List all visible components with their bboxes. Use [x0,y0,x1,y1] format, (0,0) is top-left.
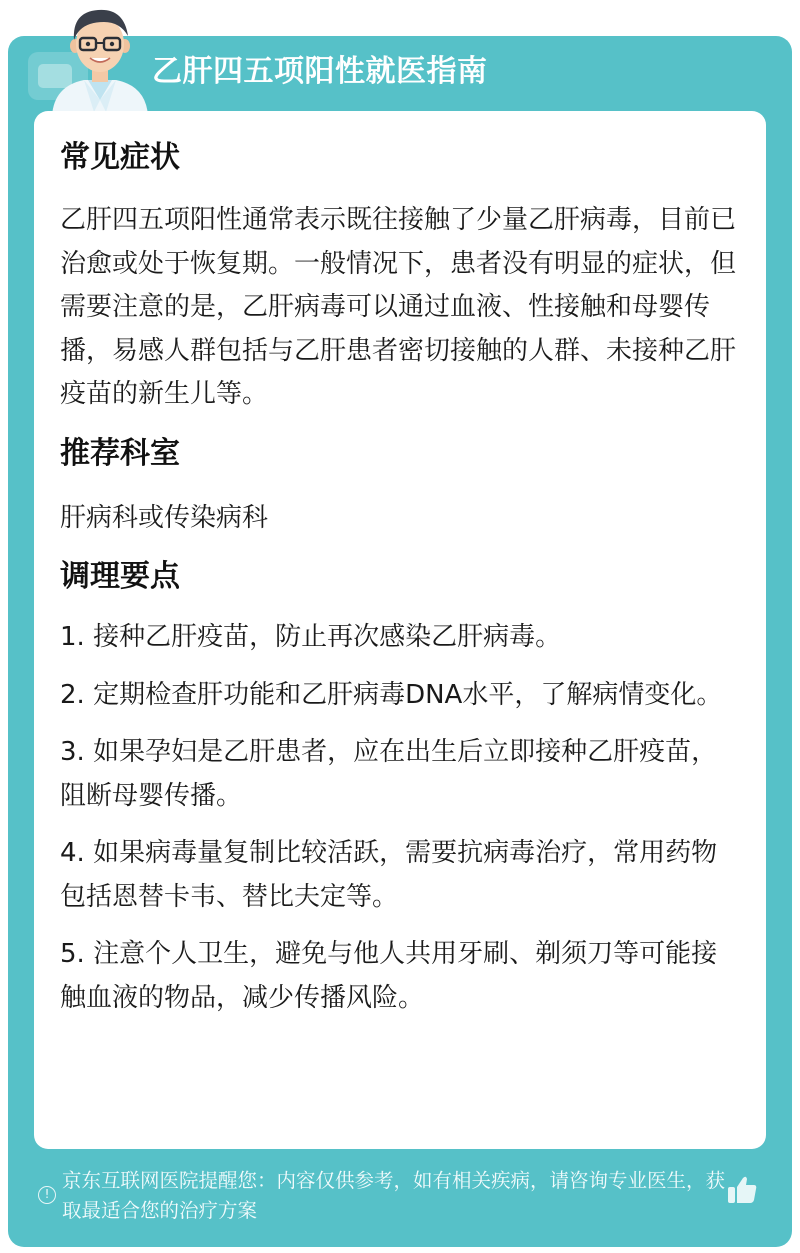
symptoms-text: 乙肝四五项阳性通常表示既往接触了少量乙肝病毒，目前已治愈或处于恢复期。一般情况下，患者没有明显的症状，但需要注意的是，乙肝病毒可以通过血液、性接触和母婴传播，易感人群包括与乙肝患者密切接触的人群、未接种乙肝疫苗的新生儿等。 [60,205,737,409]
info-icon: ! [38,1186,56,1204]
symptoms-title: 常见症状 [60,140,180,175]
content-card [34,111,766,1149]
care-item: 5. 注意个人卫生，避免与他人共用牙刷、剃须刀等可能接触血液的物品，减少传播风险。 [60,939,718,1013]
thumbs-up-icon[interactable] [724,1172,760,1208]
department-title: 推荐科室 [60,435,180,471]
care-item: 1. 接种乙肝疫苗，防止再次感染乙肝病毒。 [60,622,562,652]
care-list [60,616,740,1020]
care-item: 2. 定期检查肝功能和乙肝病毒DNA水平，了解病情变化。 [60,679,723,710]
care-title: 调理要点 [60,559,180,594]
disclaimer-text: 京东互联网医院提醒您：内容仅供参考，如有相关疾病，请咨询专业医生，获取最适合您的治疗方案 [62,1169,726,1222]
doctor-avatar [44,0,156,116]
care-item: 4. 如果病毒量复制比较活跃，需要抗病毒治疗，常用药物包括恩替卡韦、替比夫定等。 [60,838,718,912]
department-text: 肝病科或传染病科 [60,502,269,533]
care-item: 3. 如果孕妇是乙肝患者，应在出生后立即接种乙肝疫苗，阻断母婴传播。 [60,737,718,811]
page-title: 乙肝四五项阳性就医指南 [152,54,488,89]
